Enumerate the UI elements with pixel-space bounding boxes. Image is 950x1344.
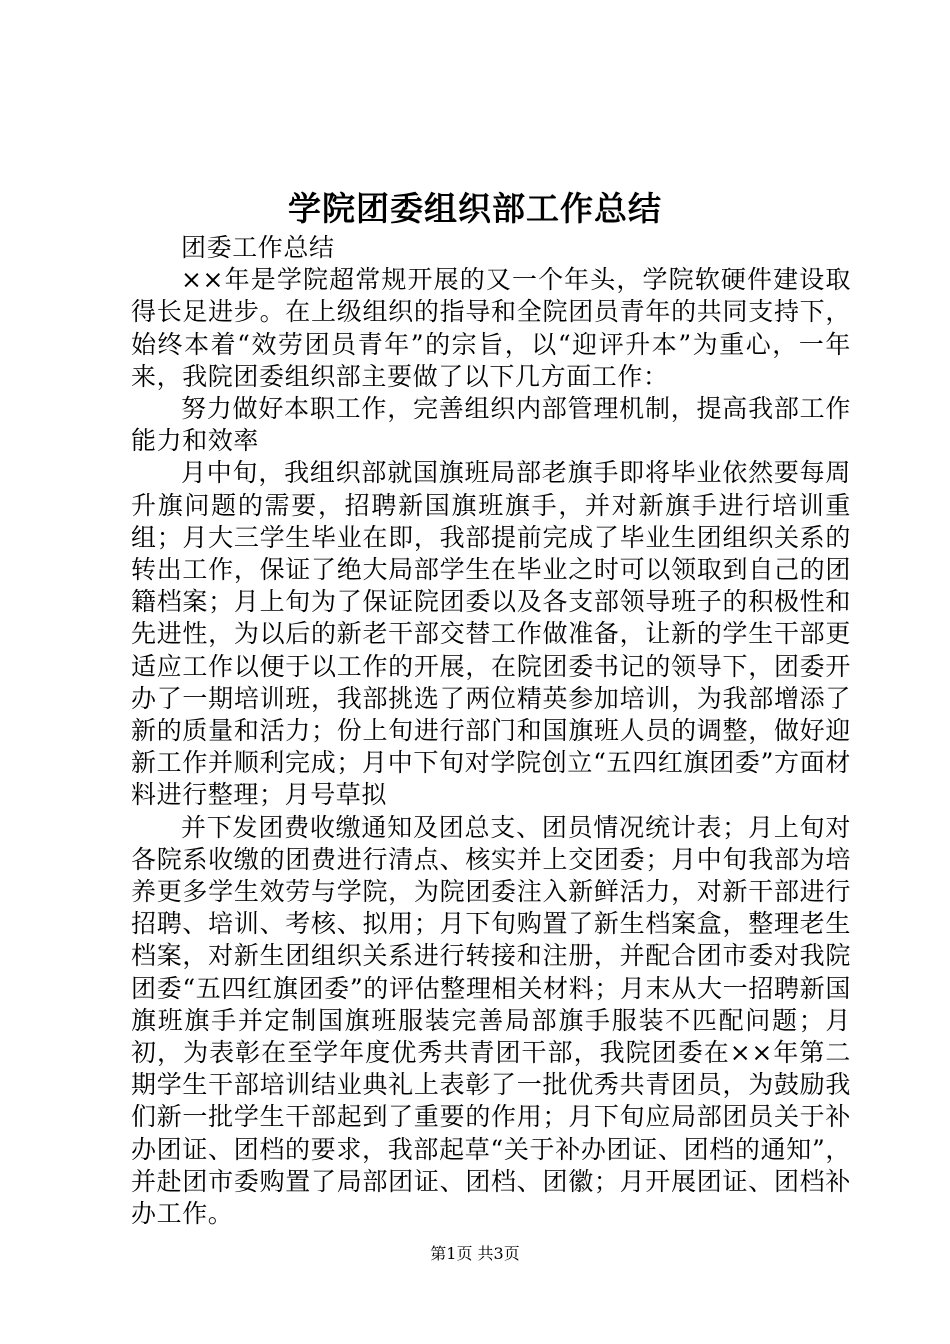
paragraph-heading: 团委工作总结 xyxy=(181,233,335,262)
paragraph-intro: ××年是学院超常规开展的又一个年头，学院软硬件建设取得长足进步。在上级组织的指导和全院团员青年的共同支持下，始终本着“效劳团员青年”的宗旨，以“迎评升本”为重心，一年来，我院团委组织部主要做了以下几方面工作： xyxy=(131,265,851,391)
paragraph-work-details-2: 并下发团费收缴通知及团总支、团员情况统计表；月上旬对各院系收缴的团费进行清点、核实并上交团委；月中旬我部为培养更多学生效劳与学院，为院团委注入新鲜活力，对新干部进行招聘、培训、考核、拟用；月下旬购置了新生档案盒，整理老生档案，对新生团组织关系进行转接和注册，并配合团市委对我院团委“五四红旗团委”的评估整理相关材料；月末从大一招聘新国旗班旗手并定制国旗班服装完善局部旗手服装不匹配问题；月初，为表彰在至学年度优秀共青团干部，我院团委在××年第二期学生干部培训结业典礼上表彰了一批优秀共青团员，为鼓励我们新一批学生干部起到了重要的作用；月下旬应局部团员关于补办团证、团档的要求，我部起草“关于补办团证、团档的通知”，并赴团市委购置了局部团证、团档、团徽；月开展团证、团档补办工作。 xyxy=(131,812,851,1229)
document-body xyxy=(131,232,851,1230)
document-title: 学院团委组织部工作总结 xyxy=(288,189,662,228)
paragraph-section-heading: 努力做好本职工作，完善组织内部管理机制，提高我部工作能力和效率 xyxy=(131,394,851,456)
page-footer: 第1页 共3页 xyxy=(430,1244,520,1263)
paragraph-work-details-1: 月中旬，我组织部就国旗班局部老旗手即将毕业依然要每周升旗问题的需要，招聘新国旗班旗手，并对新旗手进行培训重组；月大三学生毕业在即，我部提前完成了毕业生团组织关系的转出工作，保证了绝大局部学生在毕业之时可以领取到自己的团籍档案；月上旬为了保证院团委以及各支部领导班子的积极性和先进性，为以后的新老干部交替工作做准备，让新的学生干部更适应工作以便于以工作的开展，在院团委书记的领导下，团委开办了一期培训班，我部挑选了两位精英参加培训，为我部增添了新的质量和活力；份上旬进行部门和国旗班人员的调整，做好迎新工作并顺利完成；月中下旬对学院创立“五四红旗团委”方面材料进行整理；月号草拟 xyxy=(131,458,851,810)
